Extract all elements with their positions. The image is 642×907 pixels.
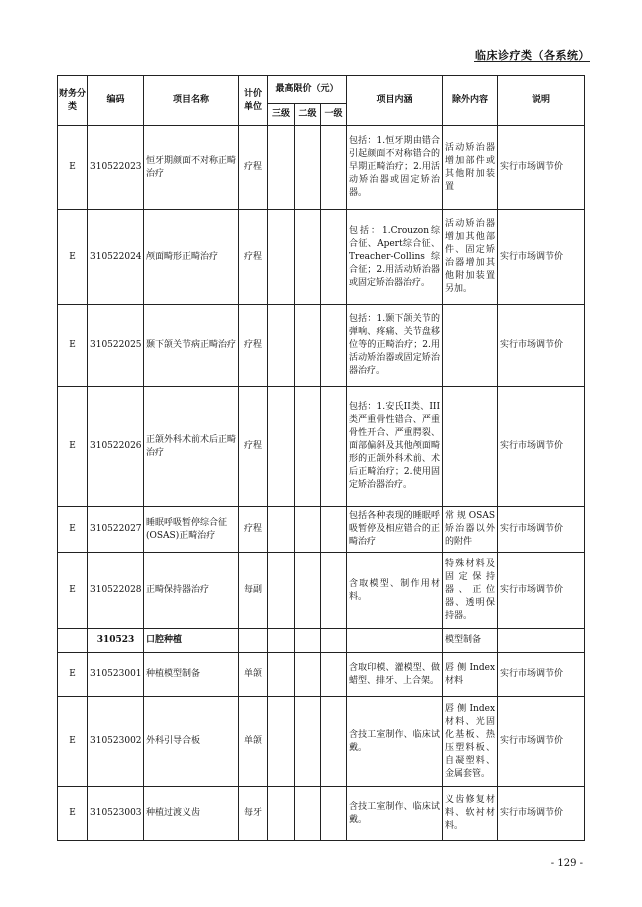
cell-category: E — [58, 653, 88, 697]
cell-category: E — [58, 210, 88, 305]
cell-notes — [498, 629, 585, 653]
cell-notes: 实行市场调节价 — [498, 787, 585, 841]
col-exclusions-header: 除外内容 — [443, 76, 498, 126]
header-divider — [474, 61, 590, 62]
cell-level2 — [295, 697, 321, 787]
cell-notes: 实行市场调节价 — [498, 553, 585, 629]
cell-level2 — [295, 126, 321, 210]
cell-level2 — [295, 387, 321, 507]
cell-level1 — [321, 697, 347, 787]
table-row — [58, 787, 585, 841]
cell-level2 — [295, 553, 321, 629]
page-number: - 129 - — [550, 858, 583, 869]
cell-level2 — [295, 305, 321, 387]
cell-content: 包括：1.安氏II类、III类严重骨性错合、严重骨性开合、严重腭裂、面部偏斜及其他颅面畸形的正颌外科术前、术后正畸治疗；2.使用固定矫治器治疗。 — [347, 387, 443, 507]
section-exclusions: 模型制备 — [443, 629, 498, 653]
cell-code: 310523003 — [88, 787, 144, 841]
col-category-header: 财务分类 — [58, 76, 88, 126]
cell-code: 310522026 — [88, 387, 144, 507]
cell-level1 — [321, 653, 347, 697]
cell-category: E — [58, 387, 88, 507]
cell-category: E — [58, 553, 88, 629]
cell-level3 — [268, 126, 295, 210]
cell-unit: 疗程 — [239, 126, 268, 210]
cell-exclusions — [443, 387, 498, 507]
table-row — [58, 210, 585, 305]
cell-category: E — [58, 126, 88, 210]
cell-notes: 实行市场调节价 — [498, 126, 585, 210]
cell-content: 含取模型、制作用材料。 — [347, 553, 443, 629]
cell-category: E — [58, 507, 88, 553]
cell-name: 种植模型制备 — [144, 653, 239, 697]
section-code: 310523 — [88, 629, 144, 653]
cell-name: 颅面畸形正畸治疗 — [144, 210, 239, 305]
cell-name: 颞下颌关节病正畸治疗 — [144, 305, 239, 387]
cell-code: 310522023 — [88, 126, 144, 210]
cell-name: 种植过渡义齿 — [144, 787, 239, 841]
cell-code: 310522024 — [88, 210, 144, 305]
table-row — [58, 305, 585, 387]
cell-content — [347, 629, 443, 653]
col-level2-header: 二级 — [295, 104, 321, 126]
cell-unit: 每牙 — [239, 787, 268, 841]
col-level1-header: 一级 — [321, 104, 347, 126]
page-header-title: 临床诊疗类（各系统） — [475, 49, 590, 62]
cell-level1 — [321, 553, 347, 629]
cell-level2 — [295, 507, 321, 553]
cell-level3 — [268, 553, 295, 629]
cell-notes: 实行市场调节价 — [498, 305, 585, 387]
cell-content: 包括：1.颞下颌关节的弹响、疼痛、关节盘移位等的正畸治疗；2.用活动矫治器或固定矫治器治疗。 — [347, 305, 443, 387]
cell-code: 310522027 — [88, 507, 144, 553]
cell-level1 — [321, 387, 347, 507]
cell-level2 — [295, 210, 321, 305]
cell-content: 含技工室制作、临床试戴。 — [347, 697, 443, 787]
cell-unit: 疗程 — [239, 210, 268, 305]
pricing-table — [57, 75, 585, 841]
cell-level3 — [268, 697, 295, 787]
cell-exclusions: 常规OSAS矫治器以外的附件 — [443, 507, 498, 553]
cell-content: 包括：1.恒牙期由错合引起颜面不对称错合的早期正畸治疗；2.用活动矫治器或固定矫治器。 — [347, 126, 443, 210]
cell-exclusions: 特殊材料及固定保持器、正位器、透明保持器。 — [443, 553, 498, 629]
cell-unit: 疗程 — [239, 387, 268, 507]
cell-category — [58, 629, 88, 653]
cell-category: E — [58, 697, 88, 787]
cell-notes: 实行市场调节价 — [498, 697, 585, 787]
col-code-header: 编码 — [88, 76, 144, 126]
table-row — [58, 387, 585, 507]
section-row — [58, 629, 585, 653]
cell-category: E — [58, 305, 88, 387]
cell-code: 310523002 — [88, 697, 144, 787]
table-row — [58, 126, 585, 210]
cell-category: E — [58, 787, 88, 841]
table-row — [58, 697, 585, 787]
cell-unit: 单颌 — [239, 697, 268, 787]
cell-unit: 疗程 — [239, 305, 268, 387]
cell-content: 含技工室制作、临床试戴。 — [347, 787, 443, 841]
cell-name: 正畸保持器治疗 — [144, 553, 239, 629]
cell-notes: 实行市场调节价 — [498, 210, 585, 305]
cell-unit — [239, 629, 268, 653]
col-content-header: 项目内涵 — [347, 76, 443, 126]
cell-content: 包括：1.Crouzon综合征、Apert综合征、Treacher-Collins综合征；2.用活动矫治器或固定矫治器治疗。 — [347, 210, 443, 305]
cell-level1 — [321, 629, 347, 653]
cell-name: 恒牙期颜面不对称正畸治疗 — [144, 126, 239, 210]
cell-unit: 疗程 — [239, 507, 268, 553]
cell-level2 — [295, 653, 321, 697]
cell-name: 正颌外科术前术后正畸治疗 — [144, 387, 239, 507]
cell-code: 310523001 — [88, 653, 144, 697]
cell-name: 睡眠呼吸暂停综合征(OSAS)正畸治疗 — [144, 507, 239, 553]
col-notes-header: 说明 — [498, 76, 585, 126]
col-unit-header: 计价单位 — [239, 76, 268, 126]
cell-level3 — [268, 305, 295, 387]
col-level3-header: 三级 — [268, 104, 295, 126]
cell-code: 310522028 — [88, 553, 144, 629]
cell-level3 — [268, 653, 295, 697]
cell-level1 — [321, 787, 347, 841]
cell-level1 — [321, 305, 347, 387]
cell-notes: 实行市场调节价 — [498, 507, 585, 553]
cell-unit: 单颌 — [239, 653, 268, 697]
section-name: 口腔种植 — [144, 629, 239, 653]
cell-level3 — [268, 387, 295, 507]
cell-notes: 实行市场调节价 — [498, 387, 585, 507]
cell-exclusions — [443, 305, 498, 387]
cell-level1 — [321, 126, 347, 210]
col-name-header: 项目名称 — [144, 76, 239, 126]
cell-exclusions: 唇侧Index材料 — [443, 653, 498, 697]
cell-level3 — [268, 629, 295, 653]
table-row — [58, 507, 585, 553]
cell-content: 含取印模、灌模型、做蜡型、排牙、上合架。 — [347, 653, 443, 697]
cell-level2 — [295, 629, 321, 653]
cell-name: 外科引导合板 — [144, 697, 239, 787]
cell-level3 — [268, 787, 295, 841]
col-max-price-header: 最高限价（元） — [268, 76, 347, 104]
table-row — [58, 653, 585, 697]
cell-level3 — [268, 507, 295, 553]
cell-exclusions: 活动矫治器增加部件或其他附加装置 — [443, 126, 498, 210]
cell-level1 — [321, 507, 347, 553]
cell-level1 — [321, 210, 347, 305]
table-row — [58, 553, 585, 629]
table-header-row — [58, 76, 585, 104]
cell-notes: 实行市场调节价 — [498, 653, 585, 697]
cell-unit: 每副 — [239, 553, 268, 629]
cell-level3 — [268, 210, 295, 305]
cell-exclusions: 唇侧Index材料、光固化基板、热压塑料板、自凝塑料、金属套管。 — [443, 697, 498, 787]
cell-exclusions: 义齿修复材料、软衬材料。 — [443, 787, 498, 841]
cell-exclusions: 活动矫治器增加其他部件、固定矫治器增加其他附加装置另加。 — [443, 210, 498, 305]
cell-level2 — [295, 787, 321, 841]
cell-code: 310522025 — [88, 305, 144, 387]
cell-content: 包括各种表现的睡眠呼吸暂停及相应错合的正畸治疗 — [347, 507, 443, 553]
